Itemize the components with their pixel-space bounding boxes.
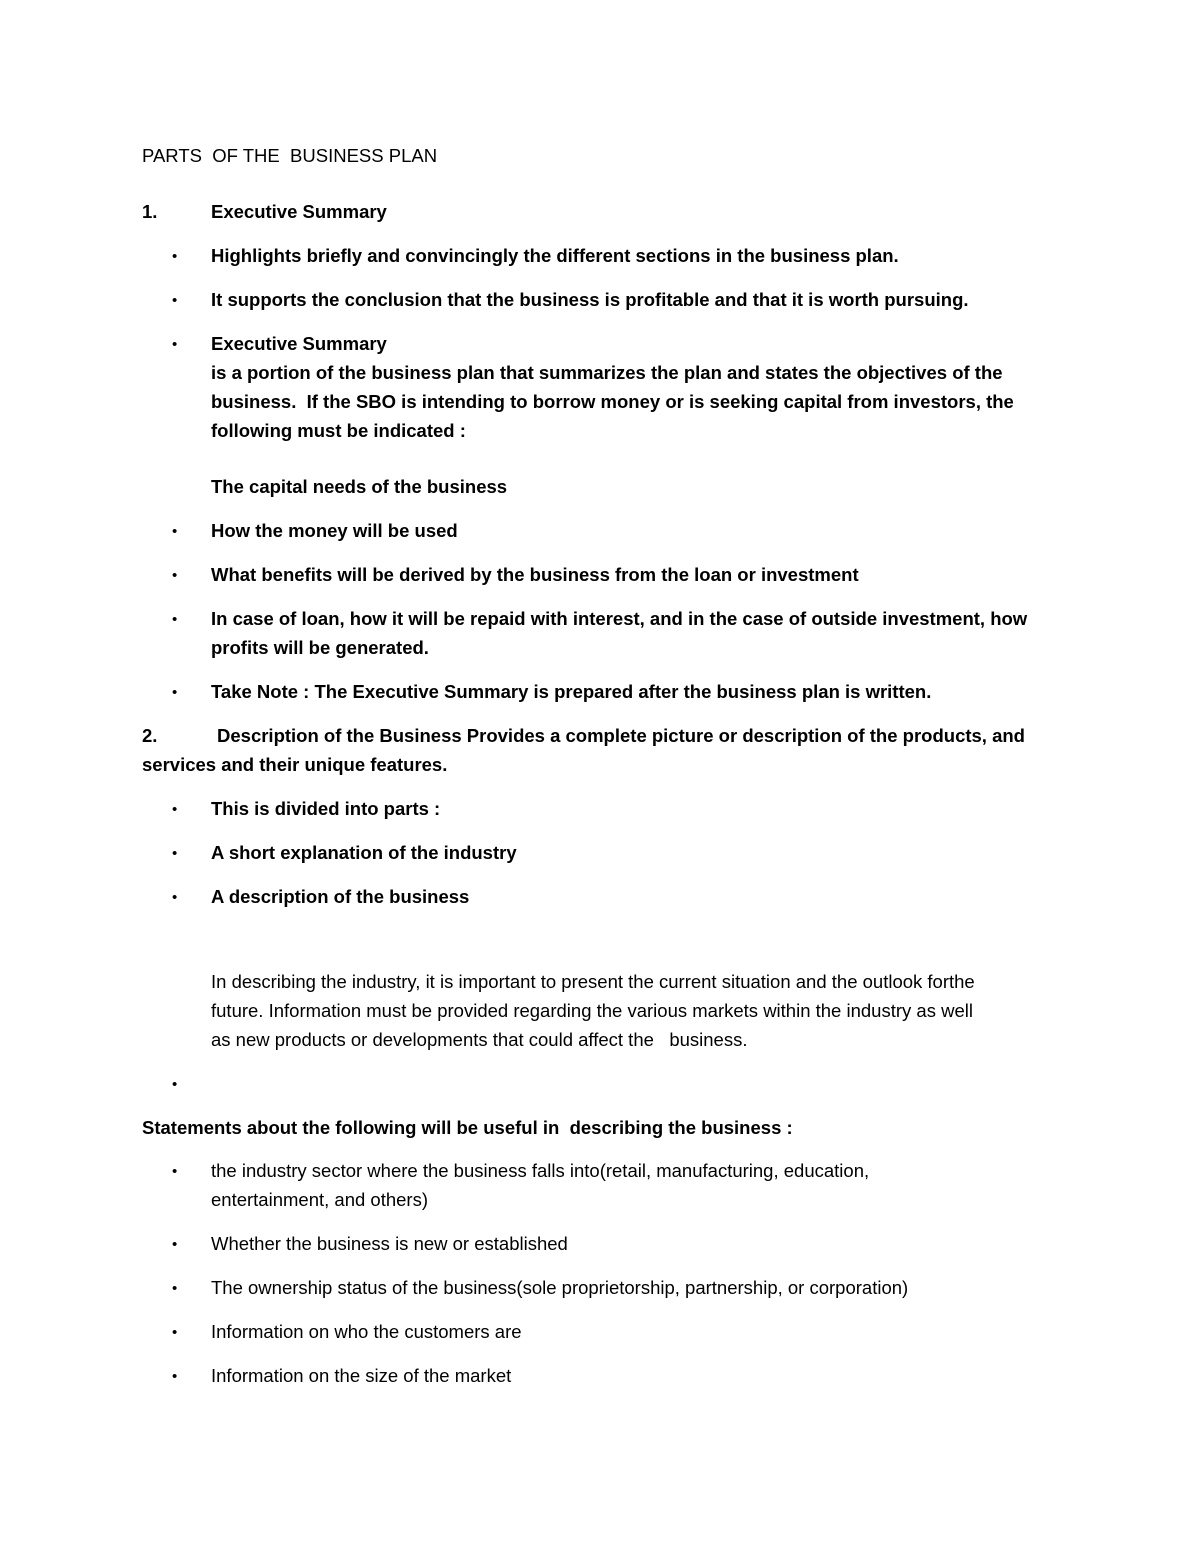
section-2-heading-continued: services and their unique features. xyxy=(142,754,448,775)
list-item: This is divided into parts : xyxy=(211,798,441,819)
list-item: In case of loan, how it will be repaid with interest, and in the case of outside investment, how xyxy=(211,608,1028,629)
bullet-icon: • xyxy=(172,567,178,584)
list-item: What benefits will be derived by the business from the loan or investment xyxy=(211,564,859,585)
list-item-continued: entertainment, and others) xyxy=(211,1189,428,1210)
page-title: PARTS OF THE BUSINESS PLAN xyxy=(142,145,438,166)
section-1-number: 1. xyxy=(142,201,158,222)
summary-text-line: business. If the SBO is intending to borrow money or is seeking capital from investors, the xyxy=(211,391,1014,412)
industry-paragraph-line: In describing the industry, it is important to present the current situation and the outlook forthe xyxy=(211,971,975,992)
list-item-continued: profits will be generated. xyxy=(211,637,429,658)
bullet-icon: • xyxy=(172,801,178,818)
statements-heading: Statements about the following will be useful in describing the business : xyxy=(142,1117,793,1138)
section-2-heading: Description of the Business Provides a complete picture or description of the products, and xyxy=(217,725,1025,746)
summary-text-line: following must be indicated : xyxy=(211,420,466,441)
list-item: Information on who the customers are xyxy=(211,1321,522,1342)
summary-text-line: is a portion of the business plan that summarizes the plan and states the objectives of the xyxy=(211,362,1003,383)
industry-paragraph-line: as new products or developments that could affect the business. xyxy=(211,1029,748,1050)
bullet-icon: • xyxy=(172,1368,178,1385)
summary-subheading: Executive Summary xyxy=(211,333,387,354)
list-item: the industry sector where the business falls into(retail, manufacturing, education, xyxy=(211,1160,870,1181)
capital-needs-line: The capital needs of the business xyxy=(211,476,508,497)
bullet-icon: • xyxy=(172,889,178,906)
bullet-icon: • xyxy=(172,336,178,353)
bullet-icon: • xyxy=(172,1324,178,1341)
industry-paragraph-line: future. Information must be provided regarding the various markets within the industry as well xyxy=(211,1000,973,1021)
bullet-icon: • xyxy=(172,1280,178,1297)
bullet-icon: • xyxy=(172,611,178,628)
bullet-icon: • xyxy=(172,523,178,540)
list-item: It supports the conclusion that the business is profitable and that it is worth pursuing. xyxy=(211,289,969,310)
list-item: Highlights briefly and convincingly the different sections in the business plan. xyxy=(211,245,899,266)
bullet-icon: • xyxy=(172,1163,178,1180)
section-1-heading: Executive Summary xyxy=(211,201,387,222)
bullet-icon: • xyxy=(172,1236,178,1253)
list-item: Whether the business is new or established xyxy=(211,1233,568,1254)
bullet-icon: • xyxy=(172,845,178,862)
section-2-number: 2. xyxy=(142,725,158,746)
bullet-icon: • xyxy=(172,684,178,701)
list-item: A short explanation of the industry xyxy=(211,842,517,863)
list-item: The ownership status of the business(sole proprietorship, partnership, or corporation) xyxy=(211,1277,909,1298)
list-item: A description of the business xyxy=(211,886,470,907)
list-item: How the money will be used xyxy=(211,520,458,541)
take-note: Take Note : The Executive Summary is prepared after the business plan is written. xyxy=(211,681,932,702)
bullet-icon: • xyxy=(172,292,178,309)
bullet-icon: • xyxy=(172,1076,178,1093)
list-item: Information on the size of the market xyxy=(211,1365,512,1386)
bullet-icon: • xyxy=(172,248,178,265)
